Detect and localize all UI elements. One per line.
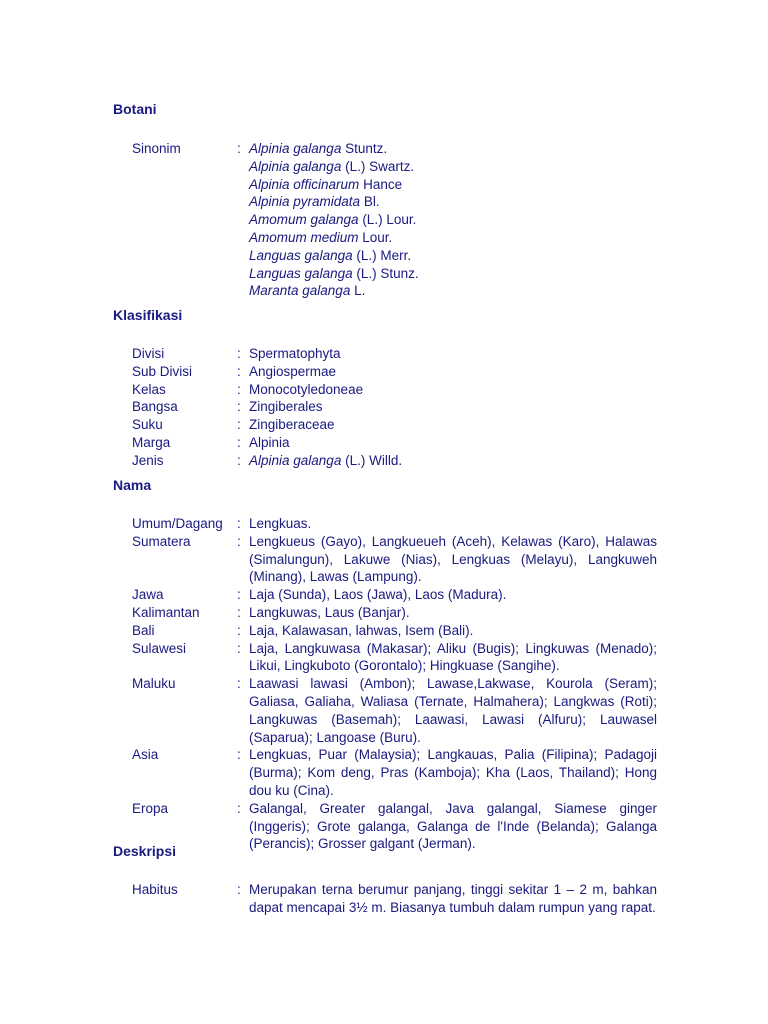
- klasifikasi-row-jenis: [132, 452, 657, 470]
- section-botani: [113, 100, 673, 299]
- row-label: Divisi: [132, 346, 165, 361]
- colon: :: [237, 141, 241, 156]
- colon: :: [237, 346, 241, 361]
- row-label: Bali: [132, 622, 155, 638]
- row-value: Laawasi lawasi (Ambon); Lawase,Lakwase, Kourola (Seram); Galiasa, Galiaha, Waliasa (Ternate, Halmahera); Langkwas (Roti); Langkuwas (Basemah); Laawasi, Lawasi (Alfuru); Lauwasel (Saparua); Langoase (Buru).: [249, 676, 657, 745]
- nama-row: [132, 533, 657, 586]
- row-label: Eropa: [132, 800, 169, 816]
- colon: :: [237, 676, 241, 692]
- heading-deskripsi: Deskripsi: [113, 843, 177, 859]
- row-value: Spermatophyta: [249, 346, 341, 361]
- sinonim-row: [132, 140, 657, 300]
- colon: :: [237, 587, 241, 603]
- row-value: Lengkuas, Puar (Malaysia); Langkauas, Palia (Filipina); Padagoji (Burma); Kom deng, Pras (Kamboja); Kha (Laos, Thailand); Hong dou ku (Cina).: [249, 747, 657, 798]
- row-value: Lengkueus (Gayo), Langkueueh (Aceh), Kelawas (Karo), Halawas (Simalungun), Lakuwe (Nias), Lengkuas (Melayu), Langkuweh (Minang), Lawas (Lampung).: [249, 533, 657, 585]
- sinonim-list: [249, 140, 657, 300]
- row-value: Alpinia: [249, 434, 290, 450]
- row-value: Alpinia galanga (L.) Willd.: [249, 452, 403, 468]
- klasifikasi-row: [132, 381, 657, 399]
- colon: :: [237, 747, 241, 763]
- sinonim-item: Alpinia galanga (L.) Swartz.: [249, 158, 415, 174]
- klasifikasi-row: [132, 398, 657, 416]
- deskripsi-rows: [132, 881, 657, 917]
- nama-row: [132, 622, 657, 640]
- row-label: Sub Divisi: [132, 363, 193, 379]
- nama-row: [132, 604, 657, 622]
- sinonim-item: Amomum galanga (L.) Lour.: [249, 212, 417, 228]
- section-klasifikasi: [113, 306, 673, 468]
- row-label: Kalimantan: [132, 604, 200, 620]
- sinonim-label: Sinonim: [132, 141, 181, 156]
- heading-botani: Botani: [113, 101, 157, 117]
- nama-row: [132, 640, 657, 676]
- nama-row: [132, 675, 657, 746]
- row-value: Lengkuas.: [249, 516, 312, 531]
- colon: :: [237, 800, 241, 816]
- nama-row: [132, 746, 657, 799]
- row-label: Jawa: [132, 587, 164, 603]
- klasifikasi-row: [132, 345, 657, 363]
- colon: :: [237, 434, 241, 450]
- colon: :: [237, 516, 241, 531]
- sinonim-item: Alpinia officinarum Hance: [249, 176, 403, 192]
- row-value: Zingiberales: [249, 399, 323, 415]
- colon: :: [237, 381, 241, 397]
- colon: :: [237, 533, 241, 549]
- heading-klasifikasi: Klasifikasi: [113, 307, 183, 323]
- sinonim-item: Languas galanga (L.) Merr.: [249, 247, 412, 263]
- row-value: Angiospermae: [249, 363, 337, 379]
- sinonim-block: [132, 140, 657, 300]
- deskripsi-row: [132, 881, 657, 917]
- sinonim-item: Languas galanga (L.) Stunz.: [249, 265, 419, 281]
- colon: :: [237, 399, 241, 415]
- colon: :: [237, 452, 241, 468]
- row-label: Umum/Dagang: [132, 516, 223, 531]
- nama-rows: [132, 515, 657, 853]
- row-label: Kelas: [132, 381, 166, 397]
- row-value: Laja, Langkuwasa (Makasar); Aliku (Bugis); Lingkuwas (Menado); Likui, Lingkuboto (Gorontalo); Hingkuase (Sangihe).: [249, 640, 657, 674]
- row-value: Merupakan terna berumur panjang, tinggi sekitar 1 – 2 m, bahkan dapat mencapai 3½ m. Biasanya tumbuh dalam rumpun yang rapat.: [249, 882, 657, 915]
- klasifikasi-rows: [132, 345, 657, 470]
- colon: :: [237, 622, 241, 638]
- row-label: Sulawesi: [132, 640, 187, 656]
- sinonim-item: Maranta galanga L.: [249, 283, 366, 299]
- sinonim-item: Alpinia galanga Stuntz.: [249, 141, 388, 156]
- colon: :: [237, 882, 241, 897]
- klasifikasi-row: [132, 434, 657, 452]
- row-value: Galangal, Greater galangal, Java galangal, Siamese ginger (Inggeris); Grote galanga, Galanga de l'Inde (Belanda); Galanga (Perancis); Grosser galgant (Jerman).: [249, 800, 657, 852]
- sinonim-item: Amomum medium Lour.: [249, 229, 393, 245]
- row-label: Suku: [132, 417, 163, 433]
- row-label: Bangsa: [132, 399, 178, 415]
- colon: :: [237, 604, 241, 620]
- nama-row: [132, 515, 657, 533]
- nama-row: [132, 586, 657, 604]
- row-value: Langkuwas, Laus (Banjar).: [249, 604, 410, 620]
- row-label: Jenis: [132, 452, 164, 468]
- row-value: Laja, Kalawasan, lahwas, Isem (Bali).: [249, 622, 474, 638]
- row-label: Marga: [132, 434, 171, 450]
- row-value: Zingiberaceae: [249, 417, 335, 433]
- sinonim-item: Alpinia pyramidata Bl.: [249, 194, 380, 210]
- section-deskripsi: [113, 842, 673, 915]
- klasifikasi-row: [132, 363, 657, 381]
- row-label: Maluku: [132, 676, 176, 692]
- colon: :: [237, 363, 241, 379]
- klasifikasi-row: [132, 416, 657, 434]
- row-label: Asia: [132, 747, 159, 763]
- row-label: Habitus: [132, 882, 178, 897]
- row-value: Monocotyledoneae: [249, 381, 364, 397]
- colon: :: [237, 417, 241, 433]
- heading-nama: Nama: [113, 477, 152, 493]
- colon: :: [237, 640, 241, 656]
- row-label: Sumatera: [132, 533, 191, 549]
- row-value: Laja (Sunda), Laos (Jawa), Laos (Madura).: [249, 587, 507, 603]
